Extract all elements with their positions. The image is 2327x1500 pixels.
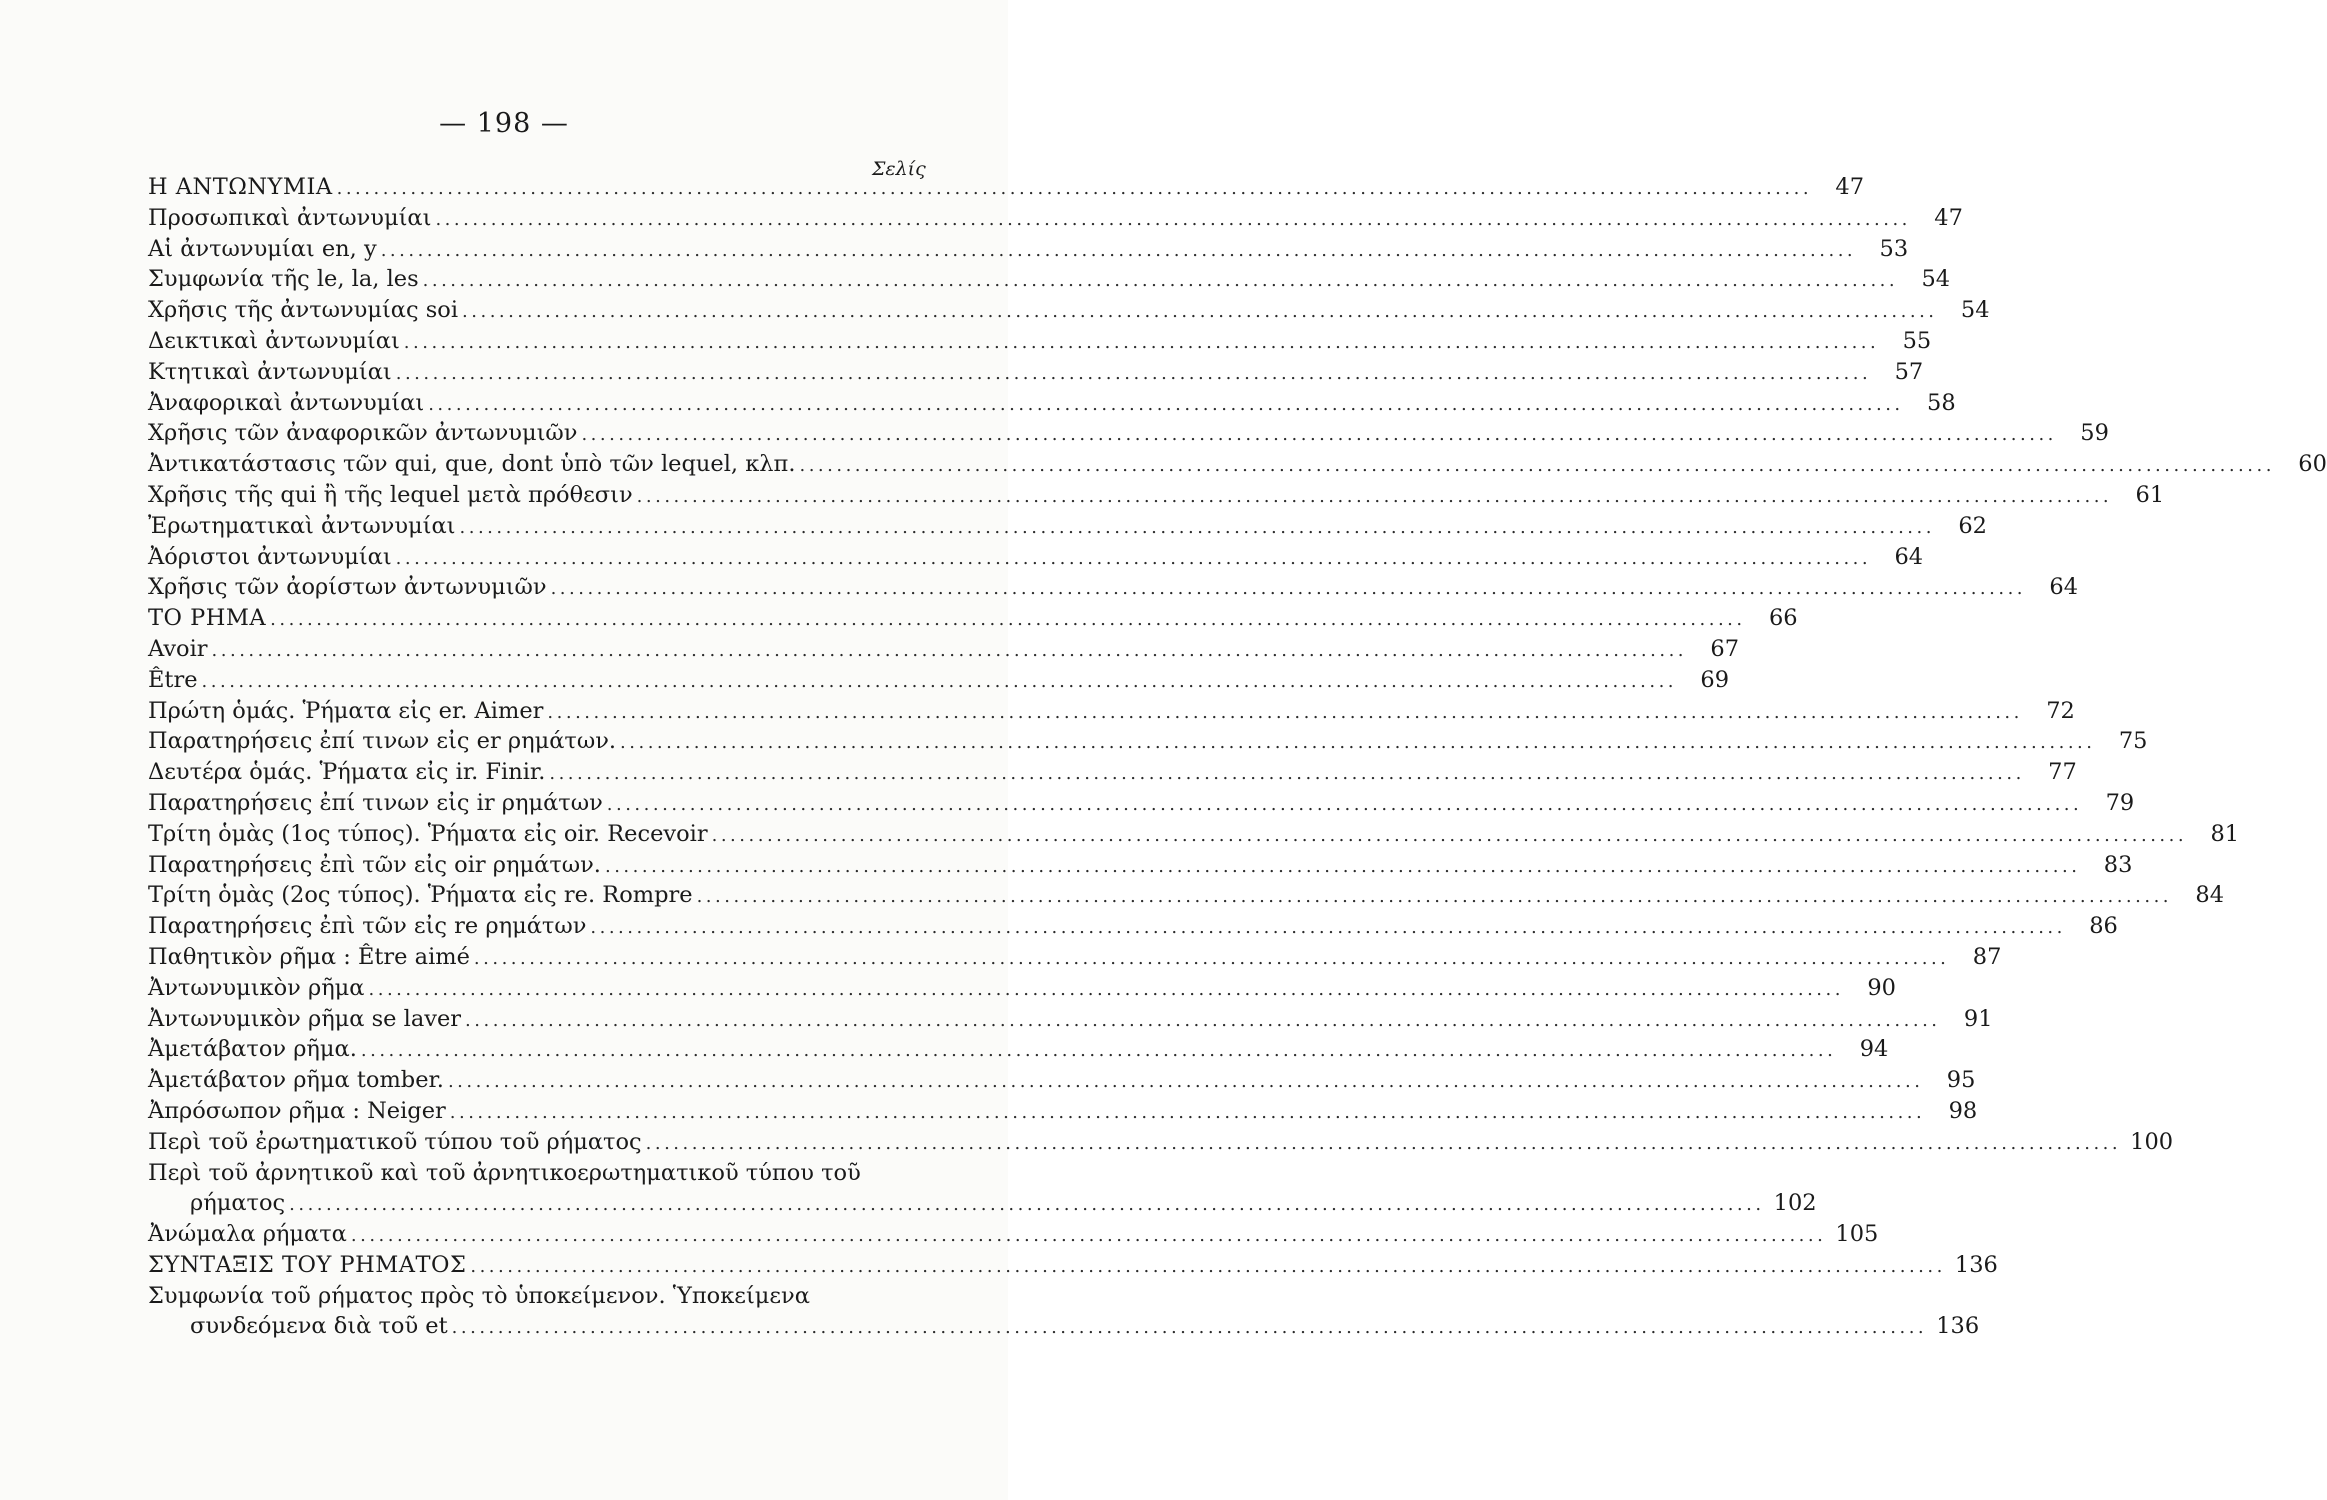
toc-entry-title: Χρῆσις τῶν ἀορίστων ἀντωνυμιῶν: [148, 574, 547, 601]
toc-entry: [148, 264, 1951, 295]
toc-entry: [148, 788, 2135, 819]
toc-entry-page: 77: [2048, 759, 2077, 786]
toc-entry-title: Περὶ τοῦ ἐρωτηματικοῦ τύπου τοῦ ρήματος: [148, 1128, 642, 1155]
toc-entry-page: 86: [2089, 913, 2118, 940]
toc-entry-page: 53: [1879, 235, 1909, 262]
toc-entry-title: Κτητικαὶ ἀντωνυμίαι: [148, 358, 392, 385]
toc-entry: [148, 1096, 1978, 1127]
toc-entry: [148, 1158, 932, 1189]
toc-entry: [148, 418, 2109, 449]
toc-entry-page: 55: [1902, 327, 1932, 354]
toc-entry: [148, 1281, 932, 1312]
toc-entry-page: 61: [2135, 481, 2165, 508]
dot-leader: ................................................................................................................................................................: [473, 947, 1950, 969]
toc-entry: [148, 819, 2240, 850]
toc-entry-page: 94: [1859, 1036, 1889, 1063]
toc-entry-title: Παρατηρήσεις ἐπί τινων εἰς ir ρημάτων: [148, 789, 603, 816]
dot-leader: ................................................................................................................................................................: [368, 978, 1844, 1000]
toc-entry: [148, 603, 1798, 634]
dot-leader: ................................................................................................................................................................: [696, 886, 2173, 908]
toc-entry-title: Χρῆσις τῆς qui ἢ τῆς lequel μετὰ πρόθεσιν: [148, 481, 633, 508]
toc-entry: [148, 1034, 1889, 1065]
toc-entry: [148, 757, 2077, 788]
toc-entry-page: 95: [1946, 1067, 1976, 1094]
toc-entry-page: 136: [1954, 1251, 1998, 1278]
toc-entry-page: 59: [2080, 420, 2109, 447]
toc-entry-page: 64: [1894, 543, 1924, 570]
toc-entry: [148, 880, 2225, 911]
toc-entry-page: 58: [1927, 389, 1956, 416]
page-number: — 198 —: [439, 108, 569, 139]
toc-entry-title: Ἐρωτηματικαὶ ἀντωνυμίαι: [148, 512, 456, 539]
dot-leader: ................................................................................................................................................................: [620, 732, 2096, 754]
toc-entry-title: Ἀντωνυμικὸν ρῆμα: [148, 974, 365, 1001]
dot-leader: ................................................................................................................................................................: [201, 670, 1678, 692]
toc-entry-page: 72: [2046, 697, 2075, 724]
toc-entry-page: 75: [2118, 728, 2148, 755]
toc-entry-page: 83: [2103, 851, 2133, 878]
toc-entry: [148, 1004, 1993, 1035]
toc-entry-title: Αἱ ἀντωνυμίαι en, y: [148, 235, 377, 262]
dot-leader: ................................................................................................................................................................: [465, 1009, 1941, 1031]
toc-entry-page: 66: [1768, 605, 1798, 632]
toc-entry-title: Ἀναφορικαὶ ἀντωνυμίαι: [148, 389, 425, 416]
toc-entry-title: Συμφωνία τοῦ ρήματος πρὸς τὸ ὑποκείμενον. Ὑποκείμενα: [148, 1282, 810, 1309]
dot-leader: ................................................................................................................................................................: [289, 1194, 1765, 1216]
toc-entry-page: 136: [1936, 1313, 1980, 1340]
toc-entry-title: Ἀμετάβατον ρῆμα.: [148, 1036, 357, 1063]
toc-entry-title: Avoir: [148, 635, 208, 662]
toc-entry-title: Η ΑΝΤΩΝΥΜΙΑ: [148, 174, 333, 200]
toc-entry-title: Ἀόριστοι ἀντωνυμίαι: [148, 543, 392, 570]
dot-leader: ................................................................................................................................................................: [270, 609, 1746, 631]
toc-entry-page: 84: [2195, 882, 2225, 909]
toc-entry: [148, 696, 2075, 727]
toc-entry: [148, 542, 1924, 573]
toc-entry: [148, 480, 2165, 511]
dot-leader: ................................................................................................................................................................: [428, 393, 1904, 415]
dot-leader: ................................................................................................................................................................: [799, 455, 2275, 477]
dot-leader: ................................................................................................................................................................: [211, 639, 1688, 661]
dot-leader: ................................................................................................................................................................: [403, 331, 1880, 353]
toc-entry: [148, 973, 1896, 1004]
toc-entry-page: 62: [1958, 512, 1987, 539]
toc-entry-page: 54: [1960, 297, 1990, 324]
toc-entry-page: 100: [2130, 1128, 2174, 1155]
dot-leader: ................................................................................................................................................................: [451, 1317, 1928, 1339]
dot-leader: ................................................................................................................................................................: [449, 1101, 1926, 1123]
toc-entry-title: Ἀντικατάστασις τῶν qui, que, dont ὑπὸ τῶν lequel, κλπ.: [148, 451, 796, 478]
toc-entry-title: Τρίτη ὁμὰς (2ος τύπος). Ῥήματα εἰς re. Rompre: [148, 882, 693, 909]
toc-entry-page: 67: [1710, 635, 1740, 662]
dot-leader: ................................................................................................................................................................: [380, 239, 1857, 261]
toc-entry-title: Παθητικὸν ρῆμα : Être aimé: [148, 943, 470, 970]
dot-leader: ................................................................................................................................................................: [604, 855, 2081, 877]
toc-entry-page: 98: [1948, 1097, 1978, 1124]
toc-entry: [148, 326, 1932, 357]
toc-entry-page: 64: [2049, 574, 2079, 601]
toc-entry-page: 47: [1934, 204, 1963, 231]
toc-entry: [148, 634, 1740, 665]
dot-leader: ................................................................................................................................................................: [360, 1040, 1837, 1062]
toc-entry-title: Χρῆσις τῶν ἀναφορικῶν ἀντωνυμιῶν: [148, 420, 578, 447]
column-header: Σελίς: [872, 158, 926, 180]
toc-entry: [148, 511, 1987, 542]
toc-entry-title: Περὶ τοῦ ἀρνητικοῦ καὶ τοῦ ἀρνητικοερωτηματικοῦ τύπου τοῦ: [148, 1159, 861, 1186]
toc-entry-title: Ἀπρόσωπον ρῆμα : Neiger: [148, 1097, 446, 1124]
toc-entry-title: Χρῆσις τῆς ἀντωνυμίας soi: [148, 297, 459, 324]
toc-entry-title: Δευτέρα ὁμάς. Ῥήματα εἰς ir. Finir.: [148, 759, 546, 786]
toc-entry: [148, 203, 1963, 234]
dot-leader: ................................................................................................................................................................: [422, 270, 1899, 292]
dot-leader: ................................................................................................................................................................: [581, 424, 2057, 446]
dot-leader: ................................................................................................................................................................: [336, 178, 1813, 199]
toc-entry-title: Συμφωνία τῆς le, la, les: [148, 266, 419, 293]
dot-leader: ................................................................................................................................................................: [459, 516, 1935, 538]
toc-entry-title: Être: [148, 666, 198, 693]
toc-entry-title: Προσωπικαὶ ἀντωνυμίαι: [148, 204, 432, 231]
toc-entry-page: 79: [2105, 789, 2135, 816]
toc-entry: [148, 911, 2118, 942]
dot-leader: ................................................................................................................................................................: [711, 824, 2188, 846]
toc-entry: [148, 388, 1956, 419]
toc-entry-page: 69: [1700, 666, 1730, 693]
toc-entry: [148, 295, 1990, 326]
dot-leader: ................................................................................................................................................................: [606, 793, 2083, 815]
toc-entry-page: 81: [2210, 820, 2240, 847]
table-of-contents: [148, 172, 2327, 1342]
toc-entry-title: συνδεόμενα διὰ τοῦ et: [190, 1313, 448, 1340]
dot-leader: ................................................................................................................................................................: [547, 701, 2023, 723]
toc-entry: [148, 572, 2079, 603]
toc-entry-page: 102: [1773, 1190, 1817, 1217]
toc-entry-page: 105: [1835, 1221, 1879, 1248]
toc-entry-title: ΤΟ ΡΗΜΑ: [148, 605, 267, 632]
toc-entry: [148, 850, 2133, 881]
dot-leader: ................................................................................................................................................................: [549, 763, 2025, 785]
dot-leader: ................................................................................................................................................................: [447, 1071, 1924, 1093]
toc-entry: [148, 1219, 1879, 1250]
dot-leader: ................................................................................................................................................................: [462, 301, 1938, 323]
toc-entry-title: Παρατηρήσεις ἐπὶ τῶν εἰς oir ρημάτων.: [148, 851, 601, 878]
toc-entry: [148, 449, 2327, 480]
toc-entry: [148, 726, 2148, 757]
toc-entry-title: Δεικτικαὶ ἀντωνυμίαι: [148, 327, 400, 354]
toc-entry-title: Πρώτη ὁμάς. Ῥήματα εἰς er. Aimer: [148, 697, 544, 724]
toc-entry-page: 87: [1972, 943, 2002, 970]
dot-leader: ................................................................................................................................................................: [395, 362, 1872, 384]
toc-entry: [148, 1127, 2174, 1158]
dot-leader: ................................................................................................................................................................: [636, 485, 2113, 507]
toc-entry-title: Παρατηρήσεις ἐπί τινων εἰς er ρημάτων.: [148, 728, 617, 755]
dot-leader: ................................................................................................................................................................: [395, 547, 1872, 569]
toc-entry: [148, 1311, 1980, 1342]
toc-entry-title: Ἀμετάβατον ρῆμα tomber.: [148, 1067, 444, 1094]
toc-entry: [148, 234, 1909, 265]
dot-leader: ................................................................................................................................................................: [590, 917, 2066, 939]
toc-entry-title: Παρατηρήσεις ἐπὶ τῶν εἰς re ρημάτων: [148, 913, 587, 940]
toc-entry-title: Ἀντωνυμικὸν ρῆμα se laver: [148, 1005, 462, 1032]
dot-leader: ................................................................................................................................................................: [550, 578, 2027, 600]
dot-leader: ................................................................................................................................................................: [350, 1225, 1827, 1247]
toc-entry: [148, 942, 2002, 973]
toc-entry: [148, 1188, 1817, 1219]
toc-entry: [148, 1250, 1998, 1281]
toc-entry: [148, 172, 1865, 203]
toc-entry-page: 60: [2298, 451, 2327, 478]
toc-entry-title: ΣΥΝΤΑΞΙΣ ΤΟΥ ΡΗΜΑΤΟΣ: [148, 1251, 467, 1278]
toc-entry-title: ρήματος: [190, 1190, 286, 1217]
toc-entry: [148, 1065, 1976, 1096]
dot-leader: ................................................................................................................................................................: [435, 208, 1911, 230]
toc-entry: [148, 665, 1730, 696]
toc-entry-page: 54: [1921, 266, 1951, 293]
toc-entry-page: 90: [1867, 974, 1896, 1001]
toc-entry-page: 47: [1835, 174, 1865, 200]
toc-entry-page: 91: [1963, 1005, 1993, 1032]
toc-entry: [148, 357, 1924, 388]
toc-entry-title: Ἀνώμαλα ρήματα: [148, 1221, 347, 1248]
toc-entry-title: Τρίτη ὁμὰς (1ος τύπος). Ῥήματα εἰς oir. Recevoir: [148, 820, 708, 847]
dot-leader: ................................................................................................................................................................: [645, 1132, 2122, 1154]
toc-entry-page: 57: [1894, 358, 1924, 385]
dot-leader: ................................................................................................................................................................: [470, 1255, 1946, 1277]
